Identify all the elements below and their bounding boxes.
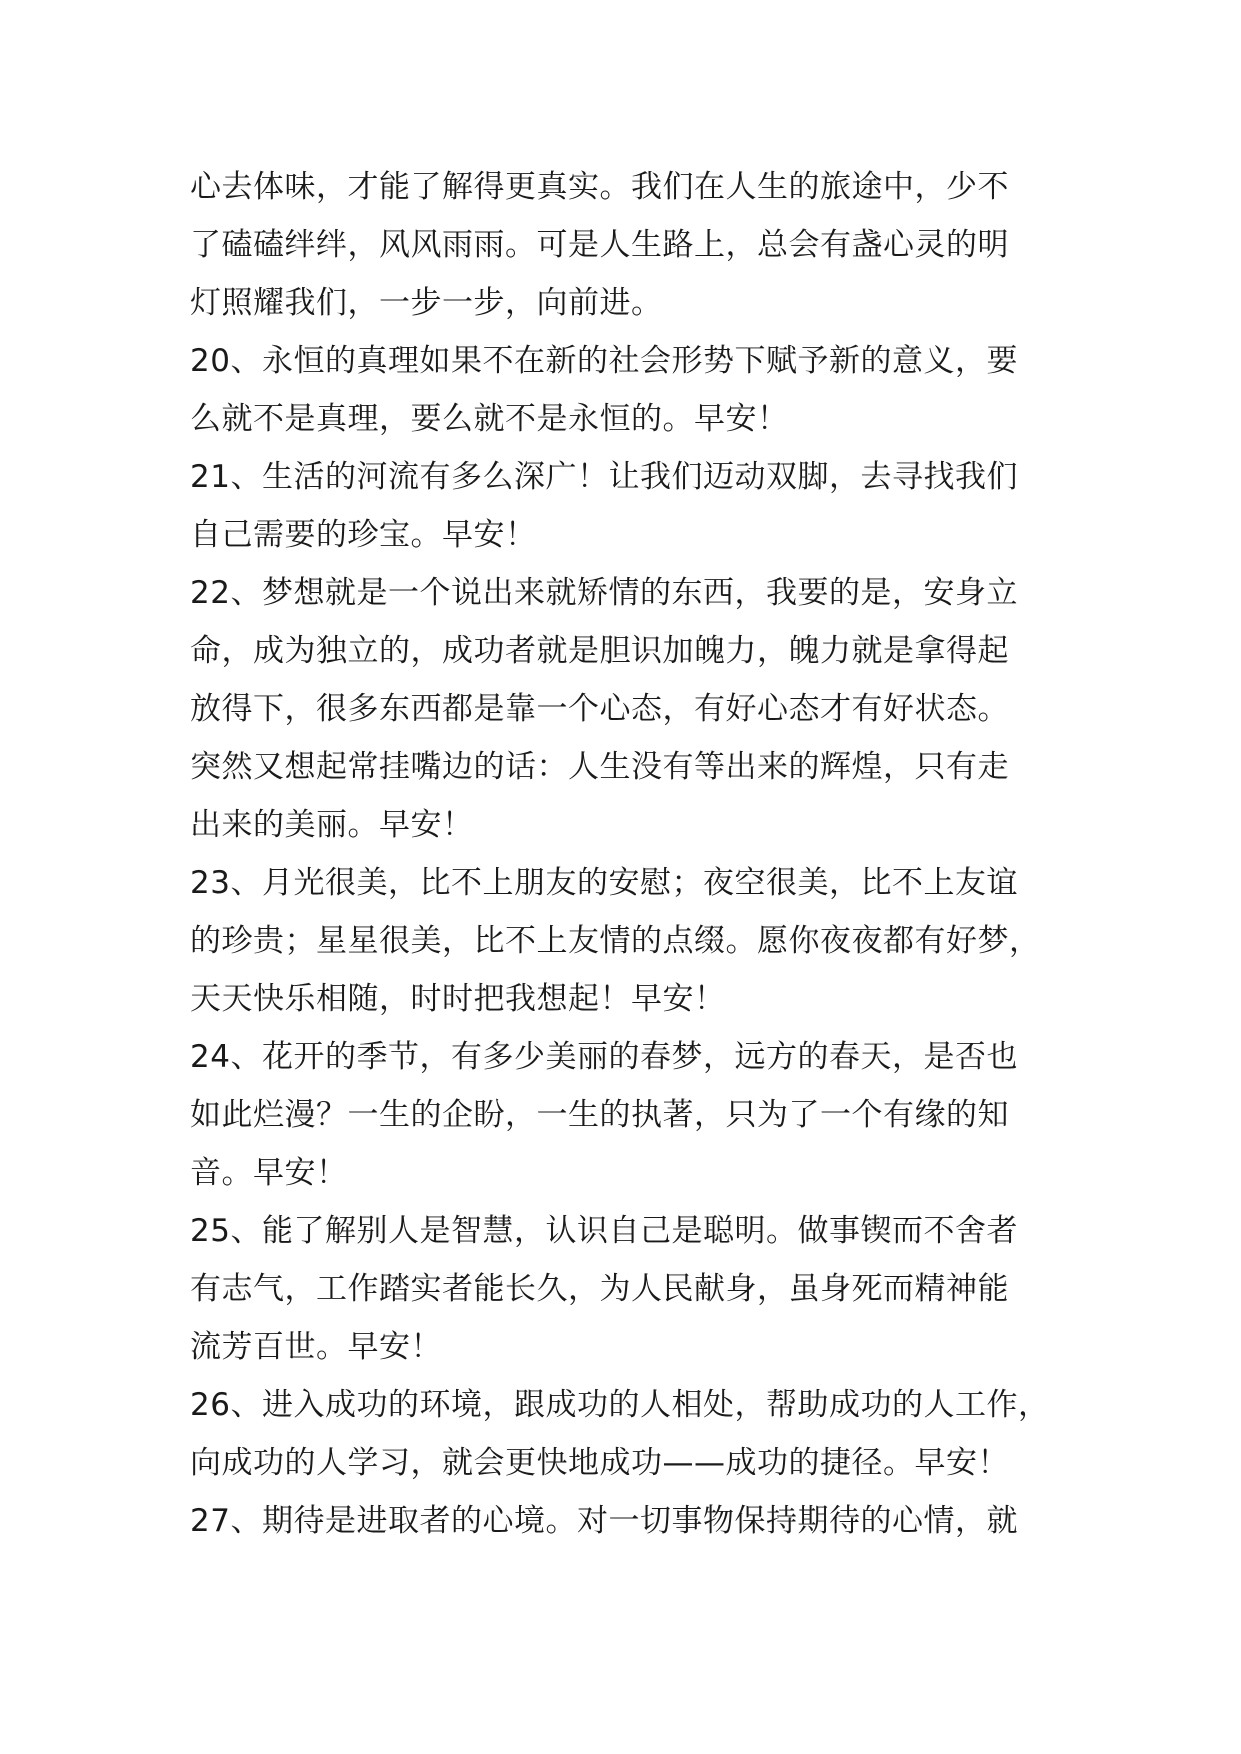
- text-line: 音。早安！: [190, 1155, 348, 1191]
- text-line: 22、梦想就是一个说出来就矫情的东西，我要的是，安身立: [190, 575, 1018, 611]
- text-line: 26、进入成功的环境，跟成功的人相处，帮助成功的人工作，: [190, 1387, 1050, 1423]
- text-line: 么就不是真理，要么就不是永恒的。早安！: [190, 401, 789, 437]
- text-line: 放得下，很多东西都是靠一个心态，有好心态才有好状态。: [190, 691, 1009, 727]
- text-line: 了磕磕绊绊，风风雨雨。可是人生路上，总会有盏心灵的明: [190, 227, 1009, 263]
- text-line: 的珍贵；星星很美，比不上友情的点缀。愿你夜夜都有好梦，: [190, 923, 1041, 959]
- text-line: 自己需要的珍宝。早安！: [190, 517, 537, 553]
- text-line: 24、花开的季节，有多少美丽的春梦，远方的春天，是否也: [190, 1039, 1018, 1075]
- text-line: 天天快乐相随，时时把我想起！早安！: [190, 981, 726, 1017]
- text-line: 有志气，工作踏实者能长久，为人民献身，虽身死而精神能: [190, 1271, 1009, 1307]
- text-line: 23、月光很美，比不上朋友的安慰；夜空很美，比不上友谊: [190, 865, 1018, 901]
- text-line: 如此烂漫？一生的企盼，一生的执著，只为了一个有缘的知: [190, 1097, 1009, 1133]
- text-line: 突然又想起常挂嘴边的话：人生没有等出来的辉煌，只有走: [190, 749, 1009, 785]
- text-line: 27、期待是进取者的心境。对一切事物保持期待的心情，就: [190, 1503, 1018, 1539]
- text-line: 流芳百世。早安！: [190, 1329, 442, 1365]
- text-line: 命，成为独立的，成功者就是胆识加魄力，魄力就是拿得起: [190, 633, 1009, 669]
- text-line: 向成功的人学习，就会更快地成功——成功的捷径。早安！: [190, 1445, 1009, 1481]
- text-line: 灯照耀我们，一步一步，向前进。: [190, 285, 663, 321]
- text-line: 25、能了解别人是智慧，认识自己是聪明。做事锲而不舍者: [190, 1213, 1018, 1249]
- text-line: 心去体味，才能了解得更真实。我们在人生的旅途中，少不: [190, 169, 1009, 205]
- text-line: 21、生活的河流有多么深广！让我们迈动双脚，去寻找我们: [190, 459, 1018, 495]
- text-line: 20、永恒的真理如果不在新的社会形势下赋予新的意义，要: [190, 343, 1018, 379]
- document-body: [190, 158, 1090, 1550]
- text-line: 出来的美丽。早安！: [190, 807, 474, 843]
